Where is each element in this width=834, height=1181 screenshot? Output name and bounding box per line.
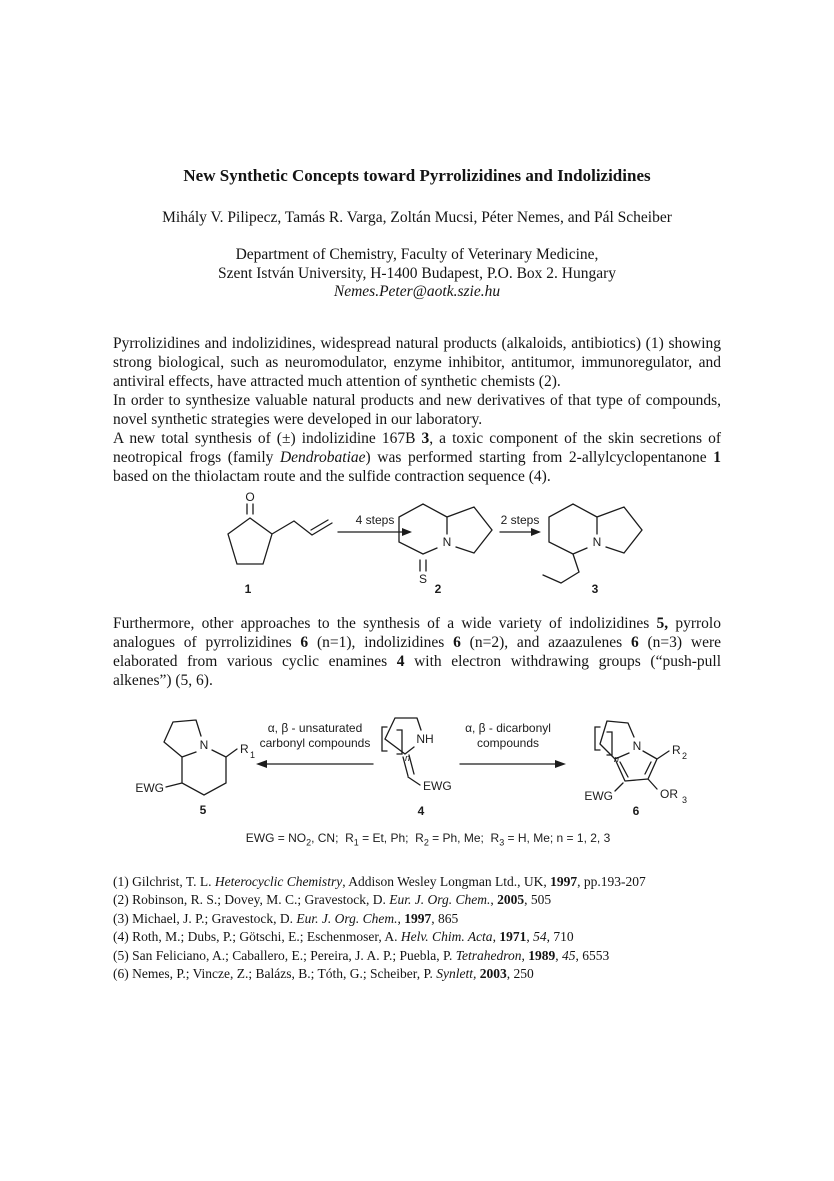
page-content xyxy=(113,0,721,984)
r1-label: R xyxy=(240,741,249,756)
reference-2: (2) Robinson, R. S.; Dovey, M. C.; Gravestock, D. Eur. J. Org. Chem., 2005, 505 xyxy=(113,892,552,908)
reference-5: (5) San Feliciano, A.; Caballero, E.; Pereira, J. A. P.; Puebla, P. Tetrahedron, 1989, 45, 6553 xyxy=(113,947,610,963)
authors-line: Mihály V. Pilipecz, Tamás R. Varga, Zoltán Mucsi, Péter Nemes, and Pál Scheiber xyxy=(162,209,672,226)
reference-3: (3) Michael, J. P.; Gravestock, D. Eur. J. Org. Chem., 1997, 865 xyxy=(113,910,459,926)
ewg-label-6: EWG xyxy=(584,788,613,803)
compound-5-number: 5 xyxy=(199,802,207,817)
nitrogen-label-6: N xyxy=(632,738,642,753)
reference-list xyxy=(113,873,721,984)
reaction-arrow-2 xyxy=(500,513,541,536)
left-arrow-label-line2: carbonyl compounds xyxy=(259,735,371,750)
left-arrow-head xyxy=(256,760,267,768)
arrow-1-label: 4 steps xyxy=(355,512,395,527)
nh-label: NH xyxy=(416,731,434,746)
compound-5-skeleton xyxy=(164,720,237,795)
right-arrow-label-line1: α, β - dicarbonyl xyxy=(465,720,551,735)
arrow-2-label: 2 steps xyxy=(500,512,540,527)
compound-4-structure xyxy=(382,718,452,818)
compound-3-number: 3 xyxy=(591,581,599,596)
compound-5-structure xyxy=(135,720,255,817)
scheme-1 xyxy=(100,490,740,602)
right-arrow-label-line2: compounds xyxy=(476,735,540,750)
sulfur-label: S xyxy=(418,571,428,586)
abstract-paragraph-2: In order to synthesize valuable natural products and new derivatives of that type of compounds, novel synthetic strategies were developed in our laboratory. xyxy=(113,391,721,428)
ewg-label-4: EWG xyxy=(423,778,452,793)
scheme-2 xyxy=(100,706,740,821)
ewg-label-5: EWG xyxy=(135,780,164,795)
abstract-paragraph-4: Furthermore, other approaches to the synthesis of a wide variety of indolizidines 5, pyrrolo analogues of pyrrolizidines 6 (n=1), indolizidines 6 (n=2), and azaazulenes 6 (n=3) were elaborated from various cyclic enamines 4 with electron withdrawing groups (“push-pull alkenes”) (5, 6). xyxy=(113,614,722,689)
compound-6-structure xyxy=(584,721,687,818)
r2-subscript: 2 xyxy=(682,750,688,761)
r2-label: R xyxy=(672,742,681,757)
reference-6: (6) Nemes, P.; Vincze, Z.; Balázs, B.; Tóth, G.; Scheiber, P. Synlett, 2003, 250 xyxy=(113,966,534,982)
affiliation-block xyxy=(113,246,721,302)
abstract-paragraph-1: Pyrrolizidines and indolizidines, widespread natural products (alkaloids, antibiotics) (1) showing strong biological, such as neuromodulator, enzyme inhibitor, antitumor, immunoregulator, and antiviral effects, have attracted much attention of synthetic chemists (2). xyxy=(113,334,721,390)
left-arrow-label-line1: α, β - unsaturated xyxy=(267,720,363,735)
compound-3-structure xyxy=(543,504,642,596)
bracket-n-label-6: n xyxy=(614,753,620,764)
or3-label: OR xyxy=(660,786,678,801)
compound-1-structure xyxy=(228,490,332,596)
compound-4-number: 4 xyxy=(417,803,425,818)
oxygen-label: O xyxy=(245,489,255,504)
compound-2-number: 2 xyxy=(434,581,442,596)
arrow-2-head xyxy=(531,528,541,536)
reference-4: (4) Roth, M.; Dubs, P.; Götschi, E.; Eschenmoser, A. Helv. Chim. Acta, 1971, 54, 710 xyxy=(113,929,574,945)
nitrogen-label-5: N xyxy=(199,737,209,752)
compound-1-skeleton xyxy=(228,504,332,564)
nitrogen-label-2: N xyxy=(442,534,452,549)
bracket-n-label-4: n xyxy=(405,752,411,763)
paper-title: New Synthetic Concepts toward Pyrrolizidines and Indolizidines xyxy=(183,166,651,185)
r1-subscript: 1 xyxy=(250,749,256,760)
compound-1-number: 1 xyxy=(244,581,252,596)
substituent-legend: EWG = $NO_2$, CN; $R_1 = Et$, Ph; $R_2 = Ph$, Me; $R_3 = H$, Me; n = 1, 2, 3 xyxy=(245,830,611,847)
email-address: Nemes.Peter@aotk.szie.hu xyxy=(333,283,501,300)
nitrogen-label-3: N xyxy=(592,534,602,549)
compound-4-skeleton xyxy=(385,718,421,785)
abstract-body xyxy=(113,334,721,984)
or3-subscript: 3 xyxy=(682,794,688,805)
compound-2-structure xyxy=(399,504,492,596)
reference-1: (1) Gilchrist, T. L. Heterocyclic Chemistry, Addison Wesley Longman Ltd., UK, 1997, pp.193-207 xyxy=(113,873,646,889)
affiliation-line-1: Department of Chemistry, Faculty of Veterinary Medicine, xyxy=(235,246,599,263)
right-arrow-head xyxy=(555,760,566,768)
compound-6-number: 6 xyxy=(632,803,640,818)
left-reaction-arrow xyxy=(256,721,373,768)
right-reaction-arrow xyxy=(460,721,566,768)
arrow-1-head xyxy=(402,528,412,536)
affiliation-line-2: Szent István University, H-1400 Budapest, P.O. Box 2. Hungary xyxy=(217,264,617,282)
abstract-paragraph-3: A new total synthesis of (±) indolizidine 167B 3, a toxic component of the skin secretions of neotropical frogs (family Dendrobatiae) was performed starting from 2-allylcyclopentanone 1 based on the thiolactam route and the sulfide contraction sequence (4). xyxy=(113,429,721,485)
